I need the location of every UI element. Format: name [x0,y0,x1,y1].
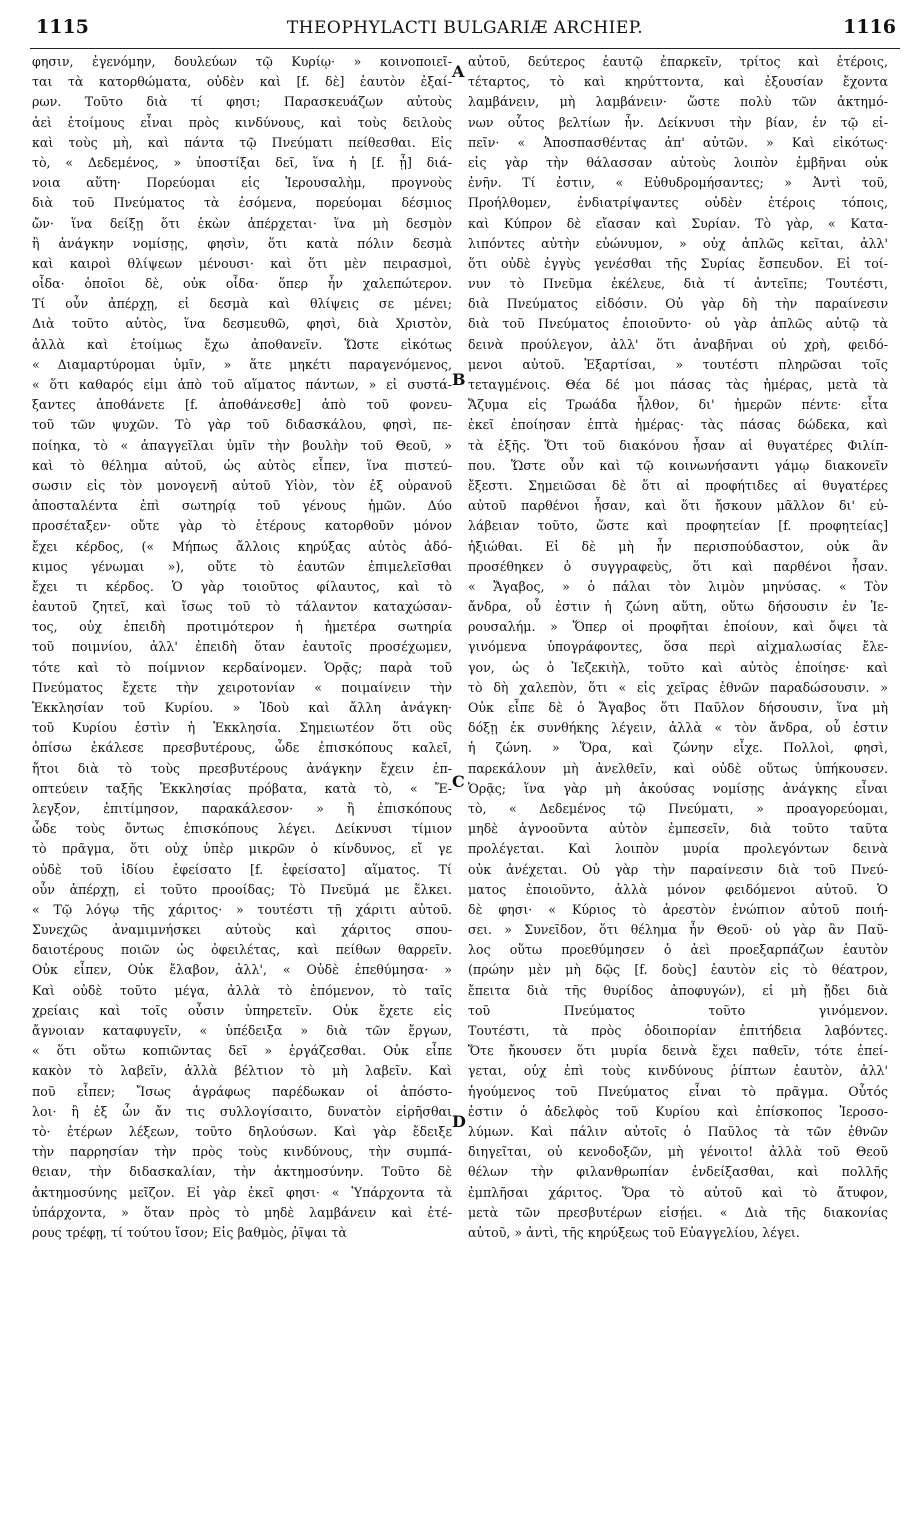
text-line: τοῦ ποιμνίου, ἀλλ' ἐπειδὴ ὅταν ἑαυτοῖς προσέχωμεν, [32,639,452,655]
text-line: λεγξον, ἐπιτίμησον, παρακάλεσον· » ἢ ἐπισκόπους [32,800,452,816]
text-line: ὧδε τοὺς ὄντως ἐπισκόπους λέγει. Δείκνυσι τίμιον [32,821,452,837]
text-line: ἔχει κέρδος, (« Μήπως ἄλλοις κηρύξας αὐτὸς ἀδό- [32,538,452,554]
text-line: οὐκ ἀνέχεται. Οὐ γὰρ τὴν παραίνεσιν διὰ τοῦ Πνεύ- [468,861,888,877]
text-line: που. Ὥστε οὖν καὶ τῷ κοινωνήσαντι γάμῳ διακονεῖν [468,457,888,473]
text-line: καὶ τοὺς μὴ, καὶ πάντα τῷ Πνεύματι πείθεσθαι. Εἰς [32,134,452,150]
text-line: τὸ, « Δεδεμένος τῷ Πνεύματι, » προαγορεύομαι, [468,800,888,816]
text-line: μηδὲ ἀγνοοῦντα αὐτὸν ἐμπεσεῖν, διὰ τοῦτο ταῦτα [468,821,888,837]
text-line: θειαν, τὴν διδασκαλίαν, τὴν ἀκτημοσύνην. Τοῦτο δὲ [32,1164,452,1180]
text-line: Οὐκ εἶπεν, Οὐκ ἔλαβον, ἀλλ', « Οὐδὲ ἐπεθύμησα· » [32,962,452,978]
text-line: καὶ τὸ θέλημα αὐτοῦ, ὡς αὐτὸς εἶπεν, ἵνα πιστεύ- [32,457,452,473]
text-line: προλέγεται. Καὶ λοιπὸν μυρία προλεγόντων δεινὰ [468,841,888,857]
text-line: ἀκτημοσύνης μεῖζον. Εἰ γὰρ ἐκεῖ φησι· « Ὑπάρχοντα τὰ [32,1184,452,1200]
running-header [30,8,900,49]
text-line: ἐνῆν. Τί ἐστιν, « Εὐθυδρομήσαντες; » Ἀντὶ τοῦ, [468,175,888,191]
text-line: οὐδὲ τοῦ ἰδίου ἐφείσατο [f. ἐφείσατο] αἵματος. Τί [32,861,452,877]
text-line: ται τὰ κατορθώματα, οὐδὲν καὶ [f. δὲ] ἑαυτὸν ἐξαί- [32,74,452,90]
text-line: Διὰ τοῦτο αὐτὸς, ἵνα δεσμευθῶ, φησὶ, διὰ Χριστὸν, [32,316,452,332]
text-line: παρεκάλουν μὴ ἀνελθεῖν, καὶ οὐδὲ οὕτως ὑπήκουσεν. [468,760,888,776]
text-line: ἄγνοιαν καταφυγεῖν, « ὑπέδειξα » διὰ τῶν ἔργων, [32,1023,452,1038]
text-line: λάβειαν τοῦτο, ὥστε καὶ προφητείαν [f. προφητείας] [468,518,888,534]
text-line: αὐτοῦ παρθένοι ἦσαν, καὶ ὅτι ἤσκουν μᾶλλον δι' εὐ- [468,498,888,514]
text-line: ξαντες ἀποθάνετε [f. ἀποθάνεσθε] ἀπὸ τοῦ φονευ- [32,397,452,413]
text-line: δαιοτέρους ποιῶν ὡς ὀφειλέτας, καὶ πείθων θαρρεῖν. [32,942,452,958]
text-line: διὰ τοῦ Πνεύματος τὰ ἐσόμενα, πορεύομαι δέσμιος [32,195,452,211]
text-line: εἰς γὰρ τὴν θάλασσαν αὐτοὺς λοιπὸν ἐμβῆναι οὐκ [468,154,888,170]
running-title: THEOPHYLACTI BULGARIÆ ARCHIEP. [286,18,644,38]
text-line: ρων. Τοῦτο διὰ τί φησι; Παρασκευάζων αὐτοὺς [32,94,452,110]
text-line: αὐτοῦ, δεύτερος ἑαυτῷ ἐπαρκεῖν, τρίτος καὶ ἑτέροις, [468,54,888,69]
text-line: νυν τὸ Πνεῦμα ἐκέλευε, διὰ τί ἀντεῖπε; Τουτέστι, [468,276,888,292]
text-line: ὑπάρχοντα, » ὅταν πρὸς τὸ μηδὲ λαμβάνειν καὶ ἑτέ- [32,1204,452,1220]
text-line: τὰ ἑξῆς. Ὅτι τοῦ διακόνου ἦσαν αἱ θυγατέρες Φιλίπ- [468,437,888,453]
text-line: τοῦ Πνεύματος τοῦτο γινόμενον. [468,1002,888,1018]
section-marker-b: B [452,370,466,389]
text-line: ἔξεστι. Σημειῶσαι δὲ ὅτι αἱ προφήτιδες αἱ θυγατέρες [468,477,888,493]
text-line: ρουσαλήμ. » Ὅπερ οἱ προφῆται ἐποίουν, καὶ ὄψει τὰ [468,619,888,635]
text-line: διὰ Πνεύματος εἰδόσιν. Οὐ γὰρ δὴ τὴν παραίνεσιν [468,296,888,312]
text-line: ἤτοι διὰ τὸ τοὺς πρεσβυτέρους ἀνάγκην ἔχειν ἐπ- [32,760,452,776]
text-line: γινόμενα ὑπογράφοντες, ὅσα περὶ αἰχμαλωσίας ἔλε- [468,639,888,655]
text-line: τοῦ τῶν ψυχῶν. Τὸ γὰρ τοῦ διδασκάλου, φησὶ, πε- [32,417,452,433]
text-line: Προήλθομεν, ἐνδιατρίψαντες οὐδὲν ἑτέροις τόποις, [468,195,888,211]
text-line: γεται, οὐχ ἐπὶ τοὺς κινδύνους ῥίπτων ἑαυτὸν, ἀλλ' [468,1063,888,1079]
text-line: τὸ· ἑτέρων λέξεων, τοῦτο δηλούσων. Καὶ γὰρ ἔδειξε [32,1123,452,1139]
text-line: λος οὕτω προεθύμησεν ὁ ἀεὶ προεξαρπάζων ἑαυτὸν [468,942,888,958]
left-column [32,52,452,1243]
text-line: ἐστιν ὁ ἀδελφὸς τοῦ Κυρίου καὶ ἐπίσκοπος Ἱεροσο- [468,1103,888,1119]
right-column [468,52,888,1243]
text-line: Ἄζυμα εἰς Τρωάδα ἦλθον, δι' ἡμερῶν πέντε· εἶτα [468,397,888,413]
text-line: χρείαις καὶ τοῖς οὖσιν ὑπηρετεῖν. Οὐκ ἔχετε εἰς [32,1002,452,1018]
text-line: ἀποσταλέντα ἐπὶ σωτηρίᾳ τοῦ γένους ἡμῶν. Δύο [32,498,452,514]
text-line: δὲ φησι· « Κύριος τὸ ἀρεστὸν ἐνώπιον αὐτοῦ ποιή- [468,901,888,917]
text-line: λιπόντες αὐτὴν εὐώνυμον, » οὐχ ἁπλῶς κεῖται, ἀλλ' [468,235,888,251]
text-line: αὐτοῦ, » ἀντὶ, τῆς κηρύξεως τοῦ Εὐαγγελίου, λέγει. [468,1224,800,1240]
text-line: Οὐκ εἶπε δὲ ὁ Ἄγαβος ὅτι Παῦλον δήσουσιν, ἵνα μὴ [468,700,888,715]
text-line: Καὶ οὐδὲ τοῦτο μέγα, ἀλλὰ τὸ ἑπόμενον, τὸ ταῖς [32,982,452,998]
text-line: ἠξιώθαι. Εἰ δὲ μὴ ἦν περισπούδαστον, οὐκ ἂν [468,538,888,554]
text-line: προσέθηκεν ὁ συγγραφεὺς, ὅτι καὶ παρθένοι ἦσαν. [468,558,888,574]
text-line: « Διαμαρτύρομαι ὑμῖν, » ἅτε μηκέτι παραγενόμενος, [32,356,452,372]
text-line: τέταρτος, τὸ καὶ κηρύττοντα, καὶ ἐξουσίαν ἔχοντα [468,74,888,90]
text-line: ἢ ἀνάγκην νομίσῃς, φησὶν, ὅτι κατὰ πόλιν δεσμὰ [32,235,452,251]
text-line: Συνεχῶς ἀναμιμνήσκει αὐτοὺς καὶ χάριτος σπου- [32,922,452,938]
text-line: φησιν, ἐγενόμην, δουλεύων τῷ Κυρίῳ· » κοινοποιεῖ- [32,54,452,69]
text-line: Τί οὖν ἀπέρχῃ, εἰ δεσμὰ καὶ θλίψεις σε μένει; [32,296,452,312]
text-line: νοια αὕτη· Πορεύομαι εἰς Ἱερουσαλὴμ, προγνοὺς [32,175,452,191]
text-line: Πνεύματος ἔχετε τὴν χειροτονίαν « ποιμαίνειν τὴν [32,679,452,695]
section-marker-c: C [452,772,465,791]
text-line: ποῦ εἶπεν; Ἴσως ἀγράφως παρέδωκαν οἱ ἀπόστο- [32,1083,452,1099]
text-line: κιμος γένωμαι »), οὔτε τὸ ἑαυτῶν ἐπιμελεῖσθαι [32,558,452,574]
text-line: ἀεὶ ἑτοίμους εἶναι πρὸς κινδύνους, καὶ τοὺς δειλοὺς [32,114,452,130]
text-line: ἡ ζώνη. » Ὅρα, καὶ ζώνην εἶχε. Πολλοὶ, φησὶ, [468,740,888,756]
section-marker-d: D [452,1112,466,1131]
text-line: ματος ἐποιοῦντο, ἀλλὰ μόνον φειδόμενοι αὐτοῦ. Ὁ [468,881,888,897]
text-line: Ὁρᾷς; ἵνα γὰρ μὴ ἀκούσας νομίσῃς ἀνάγκης εἶναι [468,780,888,796]
text-line: ποίηκα, τὸ « ἀπαγγεῖλαι ὑμῖν τὴν βουλὴν τοῦ Θεοῦ, » [32,437,452,453]
text-line: « Τῷ λόγῳ τῆς χάριτος· » τουτέστι τῇ χάριτι αὐτοῦ. [32,901,452,917]
text-line: ὅτι οὐδὲ ἐγγὺς γενέσθαι τῆς Συρίας ἔσπευδον. Εἰ τοί- [468,255,888,271]
page-number-right: 1116 [843,16,896,38]
text-line: ὀπίσω ἐκάλεσε πρεσβυτέρους, ὧδε ἐπισκόπους καλεῖ, [32,740,452,756]
text-line: ἐκεῖ ἐποίησαν ἑπτὰ ἡμέρας· τὰς πάσας δώδεκα, καὶ [468,417,888,433]
text-line: μενοι αὐτοῦ. Ἐξαρτίσαι, » τουτέστι πληρῶσαι τοῖς [468,356,888,372]
text-line: δόξῃ ἐκ συνθήκης λέγειν, ἀλλὰ « τὸν ἄνδρα, οὗ ἐστιν [468,720,888,736]
text-line: διὰ τοῦ Πνεύματος ἐποιοῦντο· οὐ γὰρ ἁπλῶς αὐτῷ τὰ [468,316,888,332]
text-line: οὖν ἀπέρχῃ, εἰ τοῦτο προοίδας; Τὸ Πνεῦμά με ἕλκει. [32,881,452,897]
text-line: θέλων τὴν φιλανθρωπίαν ἐνδείξασθαι, καὶ πολλῆς [468,1164,888,1180]
text-line: ἡγούμενος τοῦ Πνεύματος εἶναι τὸ πρᾶγμα. Οὗτός [468,1083,888,1099]
text-line: μετὰ τῶν πρεσβυτέρων εἰσῄει. « Διὰ τῆς διακονίας [468,1204,888,1220]
text-line: ρους τρέφῃ, τί τούτου ἴσον; Εἰς βαθμὸς, ῥῖψαι τὰ [32,1224,347,1240]
text-line: τὸ πρᾶγμα, ὅτι οὐχ ὑπὲρ μικρῶν ὁ κίνδυνος, εἴ γε [32,841,452,857]
section-marker-a: A [452,62,465,81]
text-line: οπτεύειν ταξῆς Ἐκκλησίας πρόβατα, κατὰ τὸ, « Ἔ- [32,780,452,796]
text-line: τότε καὶ τὸ ποίμνιον κερδαίνομεν. Ὁρᾷς; παρὰ τοῦ [32,659,452,675]
text-line: ὤν· ἵνα δείξῃ ὅτι ἑκὼν ἀπέρχεται· ἵνα μὴ δεσμὸν [32,215,452,231]
text-line: Ὅτε ἤκουσεν ὅτι μυρία δεινὰ ἔχει παθεῖν, τότε ἐπεί- [468,1043,888,1059]
text-line: πεῖν· « Ἀποσπασθέντας ἀπ' αὐτῶν. » Καὶ εἰκότως· [468,134,888,150]
text-line: λύμων. Καὶ πάλιν αὐτοῖς ὁ Παῦλος τὰ τῶν ἐθνῶν [468,1123,888,1139]
text-line: τὸ δὴ χαλεπὸν, ὅτι « εἰς χεῖρας ἐθνῶν παραδώσουσιν. » [468,679,888,695]
text-line: « Ἄγαβος, » ὁ πάλαι τὸν λιμὸν μηνύσας. « Τὸν [468,578,888,594]
text-line: λοι· ἢ ἐξ ὧν ἄν τις συλλογίσαιτο, δυνατὸν εἰρῆσθαι [32,1103,452,1119]
text-line: τος, οὐχ ἐπειδὴ προτιμότερον ἡ ἡμετέρα σωτηρία [32,619,452,635]
text-line: « ὅτι οὕτω κοπιῶντας δεῖ » ἐργάζεσθαι. Οὐκ εἶπε [32,1043,452,1059]
text-line: λαμβάνειν, μὴ λαμβάνειν· ὥστε πολὺ τῶν ἀκτημό- [468,94,888,110]
text-line: ἄνδρα, οὗ ἐστιν ἡ ζώνη αὕτη, οὕτω δήσουσιν ἐν Ἱε- [468,599,888,615]
text-line: τὴν παρρησίαν τὴν πρὸς τοὺς κινδύνους, τὴν συμπά- [32,1144,452,1160]
text-line: κακὸν τὸ λαβεῖν, ἀλλὰ βέλτιον τὸ μὴ λαβεῖν. Καὶ [32,1063,452,1079]
text-line: ἀλλὰ καὶ ἑτοίμως ἔχω ἀποθανεῖν. Ὥστε εἰκότως [32,336,452,352]
text-line: τοῦ Κυρίου ἐστὶν ἡ Ἐκκλησία. Σημειωτέον ὅτι οὓς [32,720,452,736]
text-line: ἔπειτα διὰ τῆς θυρίδος ἀποφυγών), εἰ μὴ ᾔδει διὰ [468,982,888,998]
text-line: καὶ Κύπρον δὲ εἴασαν καὶ Συρίαν. Τὸ γὰρ, « Κατα- [468,215,888,231]
text-line: Τουτέστι, τὰ πρὸς ὁδοιπορίαν ἐπιτήδεια λαβόντες. [468,1023,888,1038]
text-line: « ὅτι καθαρός εἰμι ἀπὸ τοῦ αἵματος πάντων, » εἰ συστά- [32,377,452,392]
text-line: προσέταξεν· οὔτε γὰρ τὸ ἑτέρους κατορθοῦν μόνον [32,518,452,534]
text-line: ἔχει τι κέρδος. Ὁ γὰρ τοιοῦτος φίλαυτος, καὶ τὸ [32,578,452,594]
text-line: δεινὰ προύλεγον, ἀλλ' ὅτι ἀναβῆναι οὐ χρὴ, φειδό- [468,336,888,352]
page-number-left: 1115 [36,16,89,38]
text-line: ἐμπλῆσαι χάριτος. Ὅρα τὸ αὐτοῦ καὶ τὸ ἄτυφον, [468,1184,888,1200]
text-line: τεταγμένοις. Θέα δέ μοι πάσας τὰς ἡμέρας, μετὰ τὰ [468,377,888,392]
text-line: καὶ καιροὶ θλίψεων μένουσι· καὶ ὅτι μὲν πειρασμοὶ, [32,255,452,271]
text-line: διηγεῖται, οὐ κενοδοξῶν, μὴ γένοιτο! ἀλλὰ τοῦ Θεοῦ [468,1144,888,1160]
text-line: σωσιν εἰς τὸν μονογενῆ αὐτοῦ Υἱὸν, τὸν ἐξ οὐρανοῦ [32,477,452,493]
text-line: σει. » Συνεῖδον, ὅτι θέλημα ἦν Θεοῦ· οὐ γὰρ ἂν Παῦ- [468,922,888,938]
text-line: ἑαυτοῦ ζητεῖ, καὶ ἴσως τοῦ τὸ τάλαντον καταχώσαν- [32,599,452,615]
text-line: (πρώην μὲν μὴ δῷς [f. δοὺς] ἑαυτὸν εἰς τὸ θέατρον, [468,962,888,978]
text-line: γον, ὡς ὁ Ἰεζεκιὴλ, τοῦτο καὶ αὐτὸς ἐποίησε· καὶ [468,659,888,675]
text-line: οἶδα· ὁποῖοι δὲ, οὐκ οἶδα· ὅπερ ἦν χαλεπώτερον. [32,276,452,292]
text-line: νων οὗτος βελτίων ἦν. Δείκνυσι τὴν βίαν, ἐν τῷ εἰ- [468,114,888,130]
text-line: Ἐκκλησίαν τοῦ Κυρίου. » Ἰδοὺ καὶ ἄλλη ἀνάγκη· [32,700,452,715]
text-line: τὸ, « Δεδεμένος, » ὑποστίξαι δεῖ, ἵνα ἡ [f. ᾖ] διά- [32,154,452,170]
